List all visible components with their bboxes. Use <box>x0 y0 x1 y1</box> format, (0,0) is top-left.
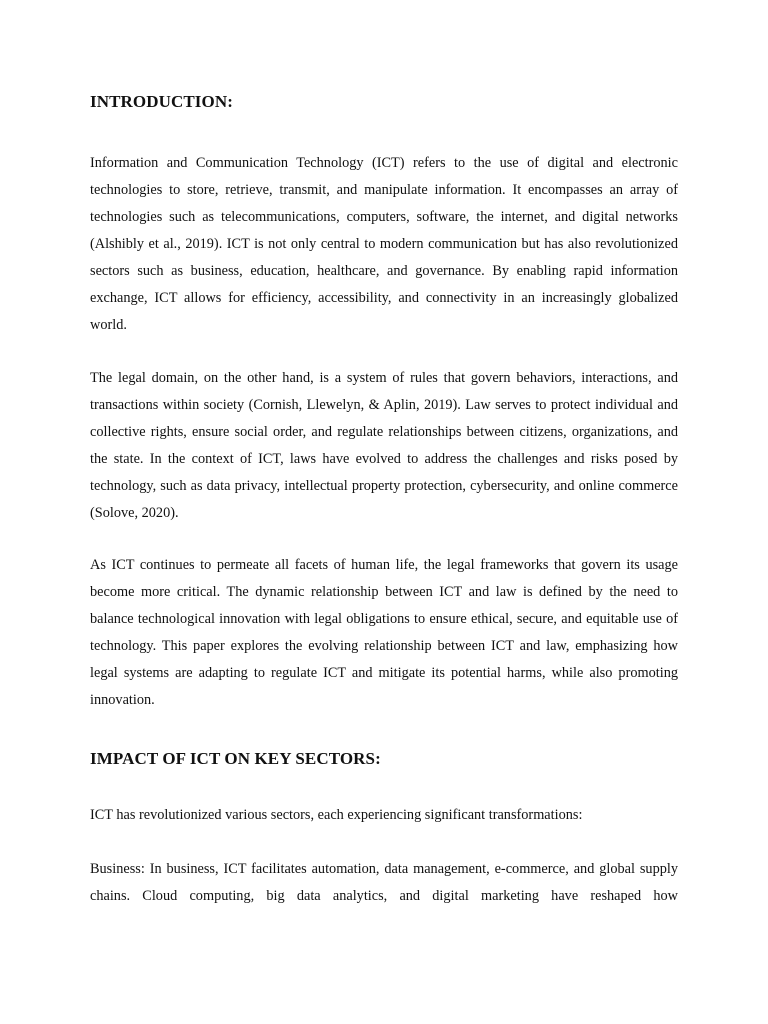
intro-paragraph-1: Information and Communication Technology (ICT) refers to the use of digital and electronic technologies to store, retrieve, transmit, and manipulate information. It encompasses an array of technologies such as telecommunications, computers, software, the internet, and digital networks (Alshibly et al., 2019). ICT is not only central to modern communication but has also revolutionized sectors such as business, education, healthcare, and governance. By enabling rapid information exchange, ICT allows for efficiency, accessibility, and connectivity in an increasingly globalized world. <box>90 155 678 333</box>
impact-business-paragraph: Business: In business, ICT facilitates automation, data management, e-commerce, and global supply chains. Cloud computing, big data analytics, and digital marketing have reshaped how <box>90 861 678 904</box>
impact-intro-sentence: ICT has revolutionized various sectors, each experiencing significant transformations: <box>90 807 583 823</box>
section-heading-introduction: INTRODUCTION: <box>90 92 233 111</box>
intro-paragraph-2: The legal domain, on the other hand, is a system of rules that govern behaviors, interactions, and transactions within society (Cornish, Llewelyn, & Aplin, 2019). Law serves to protect individual and collective rights, ensure social order, and regulate relationships between citizens, organizations, and the state. In the context of ICT, laws have evolved to address the challenges and risks posed by technology, such as data privacy, intellectual property protection, cybersecurity, and online commerce (Solove, 2020). <box>90 370 678 521</box>
intro-paragraph-3: As ICT continues to permeate all facets of human life, the legal frameworks that govern its usage become more critical. The dynamic relationship between ICT and law is defined by the need to balance technological innovation with legal obligations to ensure ethical, secure, and equitable use of technology. This paper explores the evolving relationship between ICT and law, emphasizing how legal systems are adapting to regulate ICT and mitigate its potential harms, while also promoting innovation. <box>90 557 678 708</box>
section-heading-impact: IMPACT OF ICT ON KEY SECTORS: <box>90 749 381 768</box>
